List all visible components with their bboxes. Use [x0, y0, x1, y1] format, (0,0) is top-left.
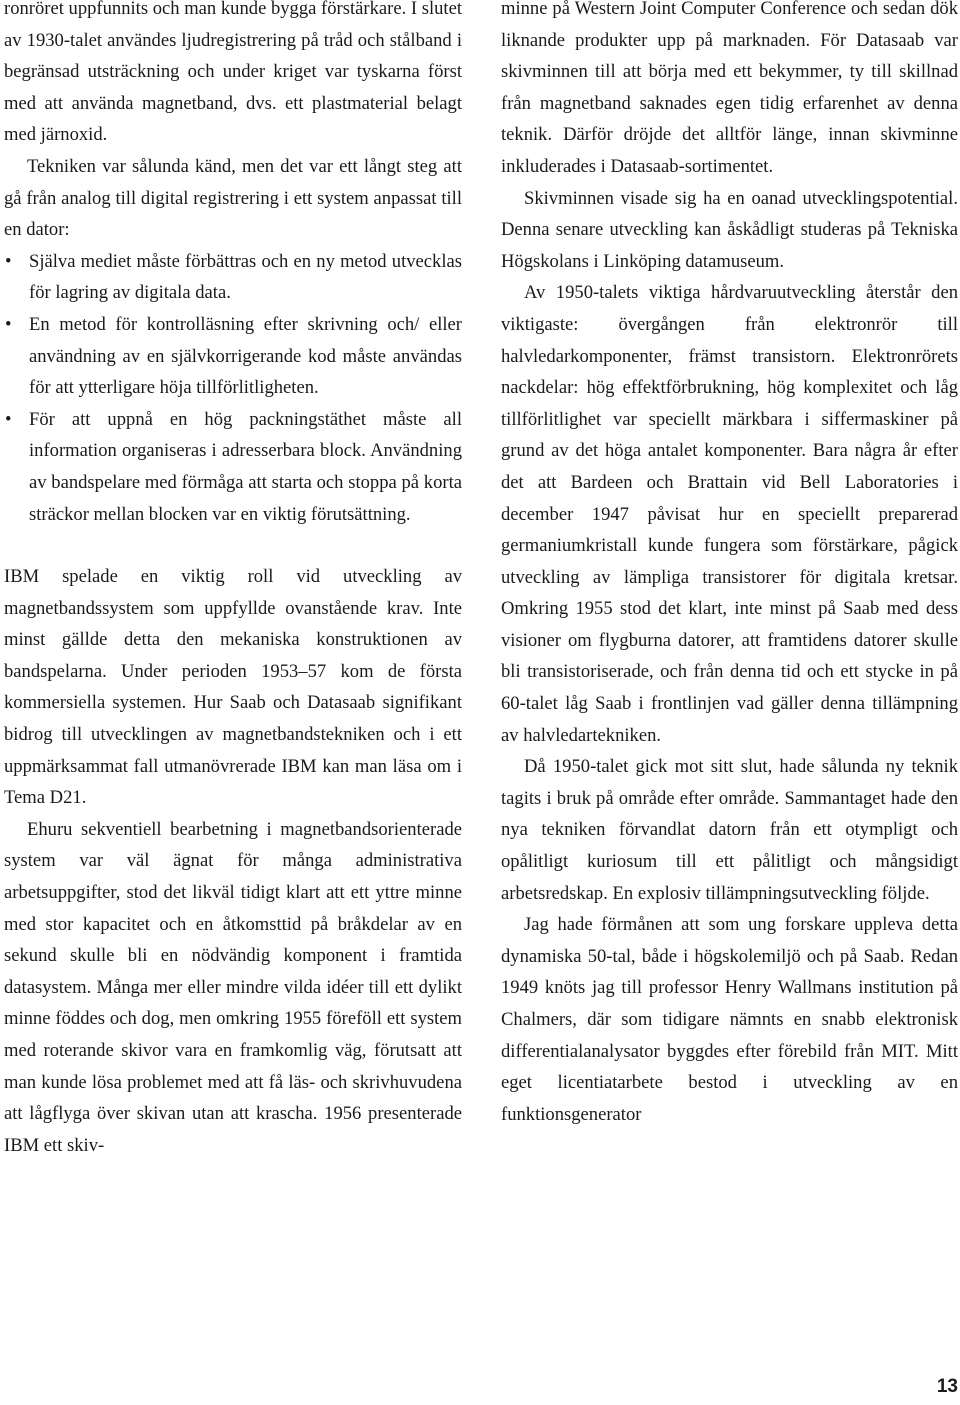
- bullet-icon: •: [5, 250, 12, 272]
- page-number: 13: [936, 1376, 958, 1397]
- list-item-text: För att uppnå en hög packningstäthet måste all information organiseras i adresserbara block. Användning av bandspelare med förmåga att starta och stoppa på korta sträckor mellan blocken var en viktig förutsättning.: [29, 408, 462, 525]
- paragraph-tekniken: Tekniken var sålunda känd, men det var ett långt steg att gå från analog till digital registrering i ett system anpassat till en dator:: [4, 155, 462, 241]
- paragraph-continued: minne på Western Joint Computer Conference och sedan dök liknande produkter upp på marknaden. För Datasaab var skivminnen till att börja med ett bekymmer, ty till skillnad från magnetband saknades egen tidig erfarenhet av denna teknik. Därför dröjde det alltför länge, innan skivminne inkluderades i Datasaab-sortimentet.: [501, 0, 958, 177]
- paragraph-continued: ronröret uppfunnits och man kunde bygga förstärkare. I slutet av 1930-talet användes ljudregistrering på tråd och stålband i begränsad utsträckning och under kriget var tyskarna först med att använda magnetband, dvs. ett plastmaterial belagt med järnoxid.: [4, 0, 462, 146]
- requirements-list: [4, 246, 462, 530]
- list-item-text: En metod för kontrolläsning efter skrivning och/ eller användning av en självkorrigerande kod måste användas för att ytterligare höja tillförlitligheten.: [29, 313, 462, 399]
- bullet-icon: •: [5, 408, 12, 430]
- list-item: [4, 404, 462, 530]
- list-item: [4, 309, 462, 404]
- paragraph-ehuru: Ehuru sekventiell bearbetning i magnetbandsorienterade system var väl ägnat för många administrativa arbetsuppgifter, stod det likväl tidigt klart att ett yttre minne med stor kapacitet och en åtkomsttid på bråkdelar av en sekund skulle bli en nödvändig komponent i framtida datasystem. Många mer eller mindre vilda idéer till ett dylikt minne föddes och dog, men omkring 1955 föreföll ett system med roterande skivor vara en framkomlig väg, förutsatt att man kunde lösa problemet med att få läs- och skrivhuvudena att lågflyga över skivan utan att krascha. 1956 presenterade IBM ett skiv-: [4, 818, 462, 1156]
- left-column: [4, 0, 462, 1161]
- right-column: [501, 0, 958, 1130]
- paragraph-jag: Jag hade förmånen att som ung forskare uppleva detta dynamiska 50-tal, både i högskolemiljö och på Saab. Redan 1949 knöts jag till professor Henry Wallmans institution på Chalmers, där som tidigare nämnts en snabb elektronisk differentialanalysator byggdes efter förebild från MIT. Mitt eget licentiatarbete bestod i utveckling av en funktionsgenerator: [501, 914, 958, 1125]
- paragraph-1950-talet: Av 1950-talets viktiga hårdvaruutveckling återstår den viktigaste: övergången från elektronrör till halvledarkomponenter, främst transistorn. Elektronrörets nackdelar: hög effektförbrukning, hög komplexitet och låg tillförlitlighet var speciellt märkbara i siffermaskiner på grund av det höga antalet komponenter. Bara några år efter det att Bardeen och Brattain vid Bell Laboratories i december 1947 påvisat hur en speciellt preparerad germaniumkristall kunde fungera som förstärkare, pågick utveckling av lämpliga transistorer för digitala kretsar. Omkring 1955 stod det klart, inte minst på Saab med dess visioner om flygburna datorer, att framtidens datorer skulle bli transistoriserade, och från denna tid och ett stycke in på 60-talet låg Saab i frontlinjen vad gäller denna tillämpning av halvledartekniken.: [501, 282, 958, 746]
- paragraph-da: Då 1950-talet gick mot sitt slut, hade sålunda ny teknik tagits i bruk på område efter område. Sammantaget hade den nya tekniken förvandlat datorn från ett otympligt och opålitligt kuriosum till ett pålitligt och mångsidigt arbetsredskap. En explosiv tillämpningsutveckling följde.: [501, 756, 958, 904]
- paragraph-skivminnen: Skivminnen visade sig ha en oanad utvecklingspotential. Denna senare utveckling kan åskådligt studeras på Tekniska Högskolans i Linköping datamuseum.: [501, 187, 958, 272]
- list-item: [4, 246, 462, 309]
- paragraph-ibm: IBM spelade en viktig roll vid utveckling av magnetbandssystem som uppfyllde ovanstående krav. Inte minst gällde detta den mekaniska konstruktionen av bandspelarna. Under perioden 1953–57 kom de första kommersiella systemen. Hur Saab och Datasaab signifikant bidrog till utvecklingen av magnetbandstekniken och i ett uppmärksammat fall utmanövrerade IBM kan man läsa om i Tema D21.: [4, 566, 462, 809]
- list-item-text: Själva mediet måste förbättras och en ny metod utvecklas för lagring av digitala data.: [29, 250, 462, 304]
- bullet-icon: •: [5, 313, 12, 335]
